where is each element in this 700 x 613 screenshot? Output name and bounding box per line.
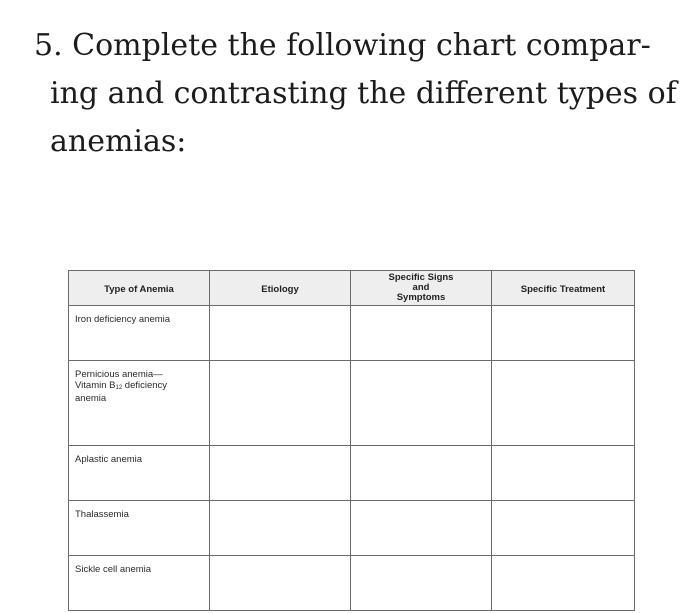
cell-type-line-2-post: deficiency [122, 380, 168, 391]
table-row [69, 446, 635, 501]
cell-type-line-3: anemia [75, 393, 107, 404]
table-row [69, 501, 635, 556]
header-etiology: Etiology [210, 271, 351, 306]
cell-treatment[interactable] [492, 501, 635, 556]
question-text [34, 22, 684, 166]
cell-type: Sickle cell anemia [69, 556, 210, 611]
cell-type-line-1: Pernicious anemia— [75, 369, 163, 380]
cell-signs[interactable] [351, 306, 492, 361]
question-line-1: 5. Complete the following chart compar- [34, 28, 651, 63]
table-row [69, 556, 635, 611]
cell-treatment[interactable] [492, 361, 635, 446]
cell-signs[interactable] [351, 501, 492, 556]
question-line-3: anemias: [50, 124, 187, 159]
cell-type: Thalassemia [69, 501, 210, 556]
cell-etiology[interactable] [210, 501, 351, 556]
cell-treatment[interactable] [492, 446, 635, 501]
cell-etiology[interactable] [210, 361, 351, 446]
cell-treatment[interactable] [492, 556, 635, 611]
cell-type [69, 361, 210, 446]
table-row [69, 361, 635, 446]
anemia-comparison-table [68, 270, 635, 611]
cell-signs[interactable] [351, 556, 492, 611]
header-signs-symptoms: Specific Signs and Symptoms [351, 271, 492, 306]
question-line-2: ing and contrasting the different types of [50, 76, 677, 111]
table-row [69, 306, 635, 361]
cell-etiology[interactable] [210, 446, 351, 501]
table-header-row [69, 271, 635, 306]
cell-type: Aplastic anemia [69, 446, 210, 501]
cell-type-line-2-pre: Vitamin B [75, 380, 116, 391]
cell-etiology[interactable] [210, 306, 351, 361]
cell-signs[interactable] [351, 446, 492, 501]
cell-treatment[interactable] [492, 306, 635, 361]
header-type-of-anemia: Type of Anemia [69, 271, 210, 306]
header-specific-treatment: Specific Treatment [492, 271, 635, 306]
cell-type-subscript: 12 [115, 385, 123, 391]
cell-etiology[interactable] [210, 556, 351, 611]
cell-type: Iron deficiency anemia [69, 306, 210, 361]
cell-signs[interactable] [351, 361, 492, 446]
